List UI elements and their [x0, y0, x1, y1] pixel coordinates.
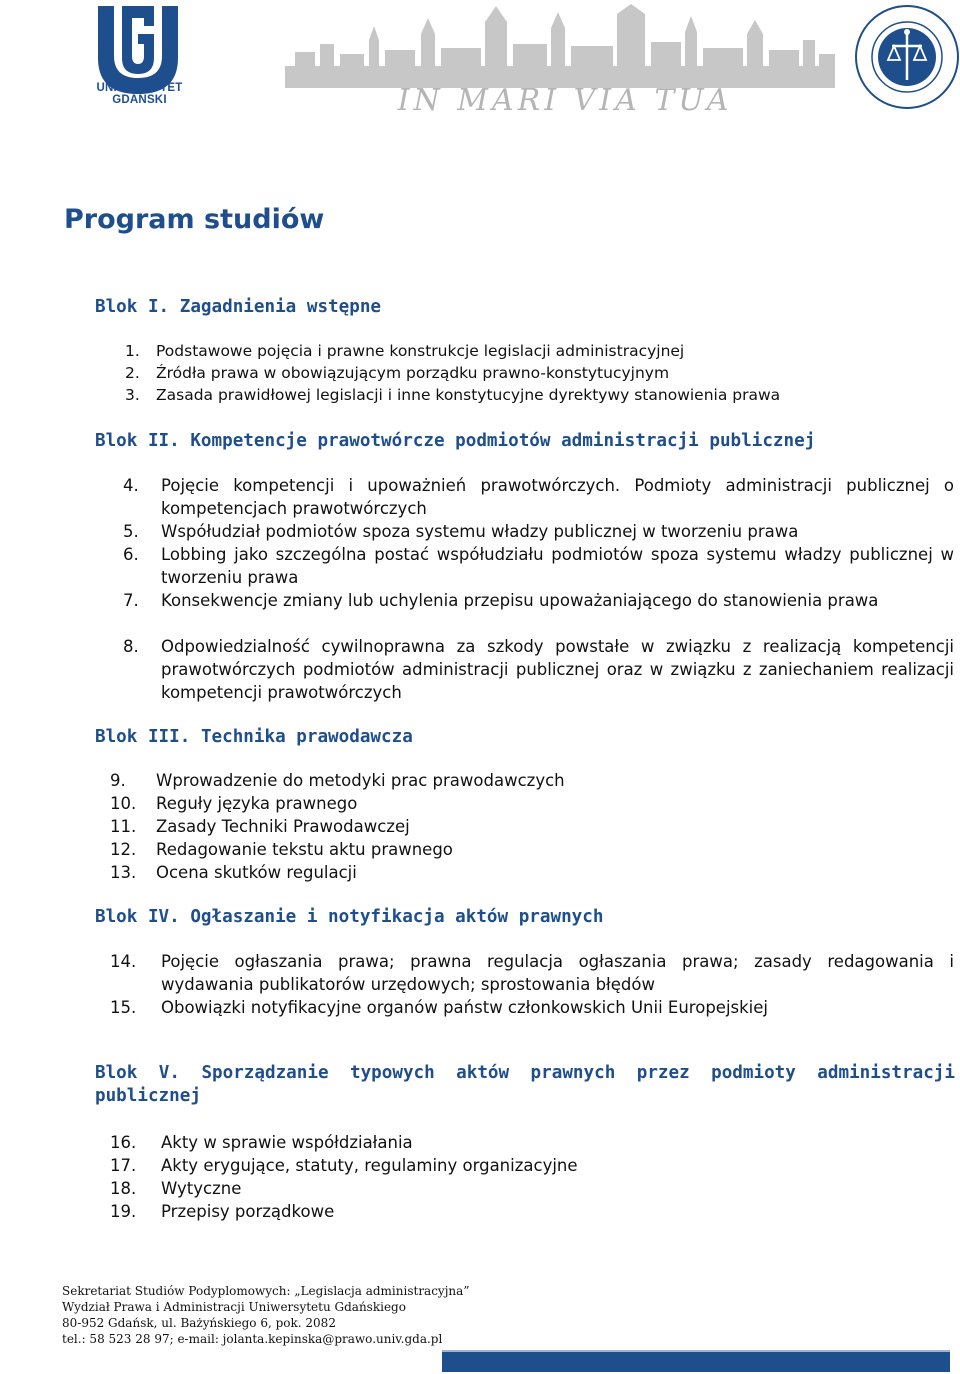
footer-secretariat: Sekretariat Studiów Podyplomowych: „Legislacja administracyjna” [62, 1284, 470, 1298]
block-heading-5: Blok V. Sporządzanie typowych aktów prawnych przez podmioty administracji publicznej [95, 1063, 955, 1106]
faculty-seal-icon [854, 4, 960, 110]
block-heading-4: Blok IV. Ogłaszanie i notyfikacja aktów prawnych [95, 907, 604, 927]
page-footer [62, 1283, 469, 1347]
block-heading-3: Blok III. Technika prawodawcza [95, 727, 413, 747]
page-header [0, 0, 960, 130]
footer-bar [442, 1350, 950, 1372]
block-heading-1: Blok I. Zagadnienia wstępne [95, 297, 382, 317]
page-title: Program studiów [64, 204, 325, 235]
footer-address: 80-952 Gdańsk, ul. Bażyńskiego 6, pok. 2082 [62, 1316, 336, 1330]
university-name: UNIWERSYTET GDAŃSKI [96, 82, 183, 106]
footer-contact: tel.: 58 523 28 97; e-mail: jolanta.kepinska@prawo.univ.gda.pl [62, 1332, 443, 1346]
block-heading-2: Blok II. Kompetencje prawotwórcze podmiotów administracji publicznej [95, 431, 816, 451]
footer-faculty: Wydział Prawa i Administracji Uniwersytetu Gdańskiego [62, 1300, 406, 1314]
motto-text: IN MARI VIA TUA [397, 83, 733, 118]
city-panorama-icon [285, 4, 835, 88]
